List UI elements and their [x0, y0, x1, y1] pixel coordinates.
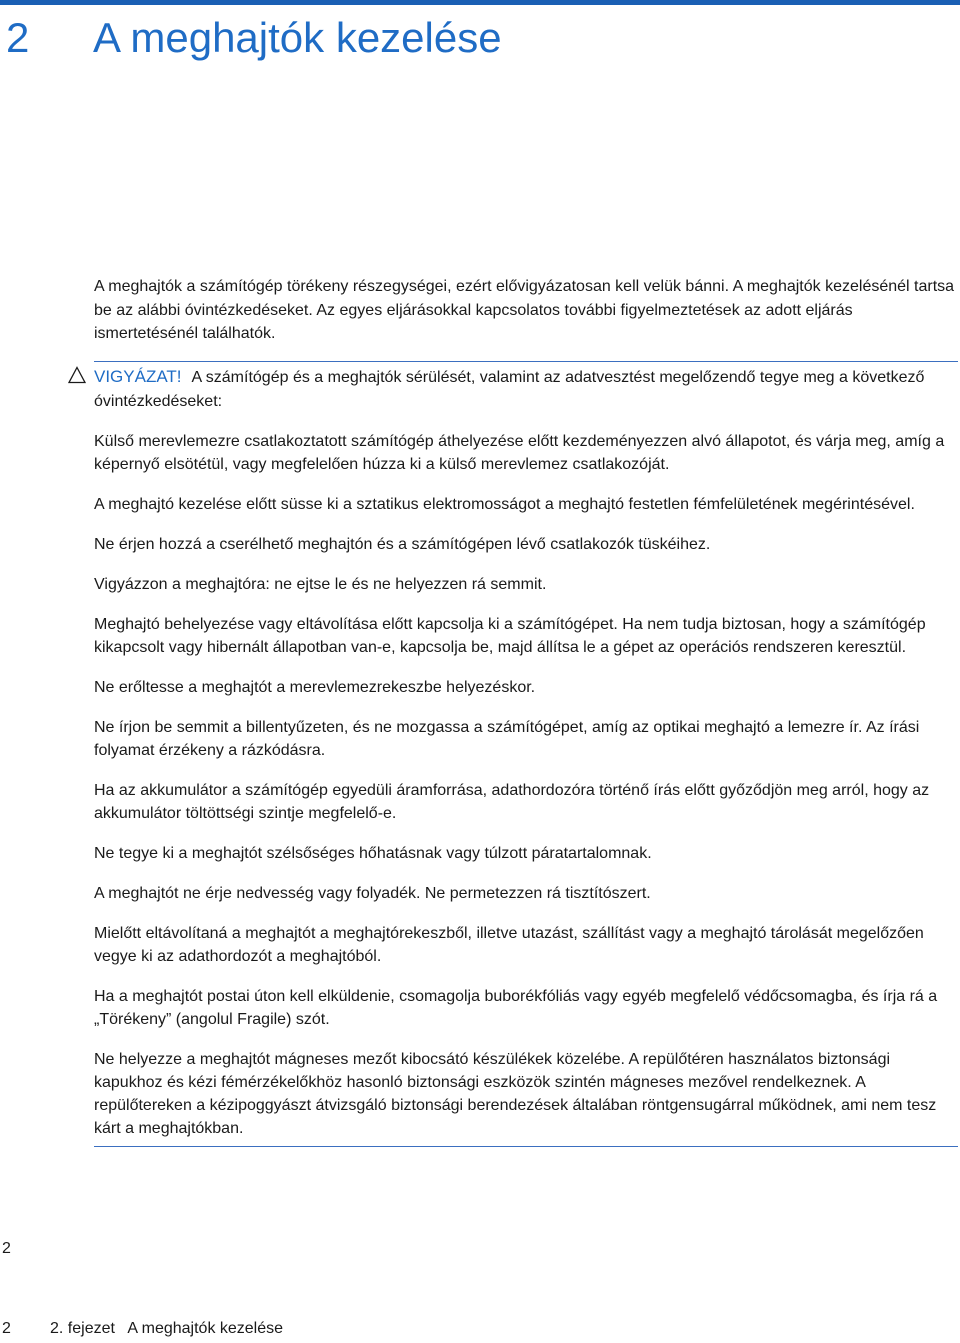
- footer-page-number: 2: [2, 1320, 11, 1337]
- caution-triangle-icon: [68, 366, 86, 384]
- page-number: 2: [2, 1240, 11, 1257]
- page-footer: [2, 1320, 283, 1338]
- chapter-title: A meghajtók kezelése: [93, 14, 502, 61]
- chapter-number: 2: [6, 14, 30, 61]
- caution-item: Mielőtt eltávolítaná a meghajtót a meghajtórekeszből, illetve utazást, szállítást vagy a meghajtó tárolását megelőzően vegye ki az adathordozót a meghajtóból.: [94, 925, 924, 965]
- caution-item: Ne erőltesse a meghajtót a merevlemezrekeszbe helyezéskor.: [94, 679, 536, 696]
- caution-block: [94, 361, 958, 1147]
- intro-paragraph: A meghajtók a számítógép törékeny részegységei, ezért elővigyázatosan kell velük bánni. A meghajtók kezelésénél tartsa be az alábbi óvintézkedéseket. Az egyes eljárásokkal kapcsolatos további figyelmeztetések az adott eljárás ismertetésénél találhatók.: [94, 278, 955, 342]
- caution-lead-paragraph: [94, 365, 958, 413]
- caution-item: Ne helyezze a meghajtót mágneses mezőt kibocsátó készülékek közelébe. A repülőtéren használatos biztonsági kapukhoz és kézi fémérzékelőkhöz hasonló biztonsági eszközök szintén mágneses mezővel rendelkeznek. A repülőtereken a kézipoggyászt átvizsgáló biztonsági berendezések általában röntgensugárral működnek, ami nem tesz kárt a meghajtókban.: [94, 1051, 937, 1137]
- caution-item: A meghajtót ne érje nedvesség vagy folyadék. Ne permetezzen rá tisztítószert.: [94, 885, 651, 902]
- caution-lead-text: A számítógép és a meghajtók sérülését, valamint az adatvesztést megelőzendő tegye meg a következő óvintézkedéseket:: [94, 369, 925, 410]
- chapter-heading: [6, 14, 502, 62]
- caution-label: VIGYÁZAT!: [94, 367, 182, 386]
- caution-item: Vigyázzon a meghajtóra: ne ejtse le és ne helyezzen rá semmit.: [94, 576, 547, 593]
- top-rule: [0, 0, 960, 5]
- caution-item: Külső merevlemezre csatlakoztatott számítógép áthelyezése előtt kezdeményezzen alvó állapotot, és várja meg, amíg a képernyő elsötétül, vagy megfelelően húzza ki a külső merevlemez csatlakozóját.: [94, 433, 945, 473]
- caution-item: Ha a meghajtót postai úton kell elküldenie, csomagolja buborékfóliás vagy egyéb megfelelő védőcsomagba, és írja rá a „Törékeny” (angolul Fragile) szót.: [94, 988, 938, 1028]
- caution-item: Ne írjon be semmit a billentyűzeten, és ne mozgassa a számítógépet, amíg az optikai meghajtó a lemezre ír. Az írási folyamat érzékeny a rázkódásra.: [94, 719, 920, 759]
- caution-item: Ne érjen hozzá a cserélhető meghajtón és a számítógépen lévő csatlakozók tüskéihez.: [94, 536, 711, 553]
- caution-item: Meghajtó behelyezése vagy eltávolítása előtt kapcsolja ki a számítógépet. Ha nem tudja biztosan, hogy a számítógép kikapcsolt vagy hibernált állapotban van-e, kapcsolja be, majd állítsa le a gépet az operációs rendszeren keresztül.: [94, 616, 926, 656]
- caution-item: A meghajtó kezelése előtt süsse ki a sztatikus elektromosságot a meghajtó festetlen fémfelületének megérintésével.: [94, 496, 915, 513]
- footer-chapter-reference: 2. fejezet A meghajtók kezelése: [50, 1320, 284, 1337]
- caution-item: Ha az akkumulátor a számítógép egyedüli áramforrása, adathordozóra történő írás előtt győződjön meg arról, hogy az akkumulátor töltöttségi szintje megfelelő-e.: [94, 782, 930, 822]
- caution-item: Ne tegye ki a meghajtót szélsőséges hőhatásnak vagy túlzott páratartalomnak.: [94, 845, 652, 862]
